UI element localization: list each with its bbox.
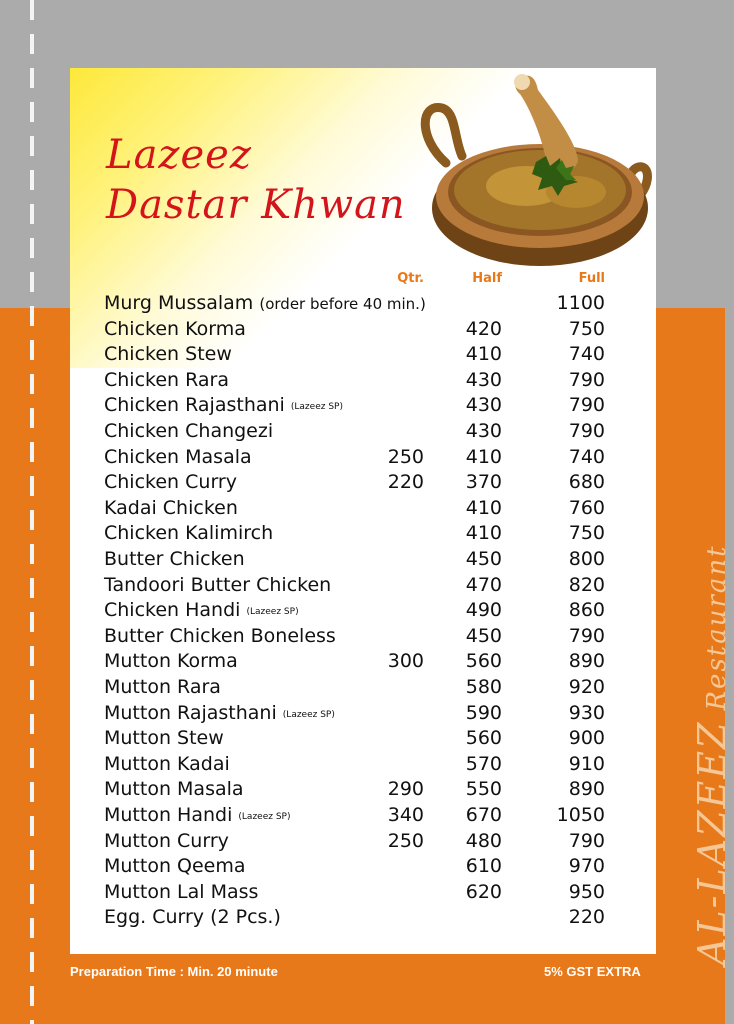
menu-item-name-wrap [104, 318, 246, 340]
price-qtr: 250 [387, 829, 424, 852]
menu-item-name: Mutton Qeema [104, 855, 246, 878]
menu-item-name: Mutton Korma [104, 650, 238, 673]
menu-item-name-wrap [104, 625, 336, 647]
price-full: 860 [568, 599, 605, 622]
menu-item-name-wrap [104, 369, 229, 391]
price-full: 750 [568, 522, 605, 545]
menu-item-name-wrap [104, 778, 244, 800]
menu-item-row [70, 804, 656, 830]
price-half: 580 [465, 676, 502, 698]
price-full: 790 [568, 394, 605, 417]
menu-item-row [70, 522, 656, 548]
price-half: 430 [465, 420, 502, 442]
price-half: 490 [465, 599, 502, 622]
menu-item-name-wrap [104, 446, 252, 468]
price-full: 1100 [556, 292, 605, 314]
menu-item-row [70, 574, 656, 600]
menu-item-name: Chicken Korma [104, 317, 246, 340]
price-full: 910 [568, 752, 605, 775]
price-full: 900 [568, 727, 605, 750]
menu-item-name: Butter Chicken [104, 548, 245, 570]
price-half: 410 [465, 522, 502, 545]
price-qtr: 250 [387, 445, 424, 468]
price-full: 890 [568, 778, 605, 801]
price-half: 420 [465, 317, 502, 340]
menu-item-name: Murg Mussalam [104, 292, 254, 314]
price-full: 800 [568, 548, 605, 570]
menu-item-row [70, 548, 656, 574]
menu-item-row [70, 676, 656, 702]
price-half: 620 [465, 880, 502, 903]
price-half: 610 [465, 855, 502, 878]
price-half: 670 [465, 804, 502, 826]
price-full: 790 [568, 829, 605, 852]
menu-item-tag: (Lazeez SP) [290, 402, 343, 413]
menu-item-row [70, 650, 656, 676]
price-half: 560 [465, 727, 502, 750]
price-qtr: 220 [387, 471, 424, 494]
menu-item-name: Tandoori Butter Chicken [104, 573, 332, 596]
menu-item-tag: (Lazeez SP) [246, 607, 299, 618]
menu-item-name: Mutton Stew [104, 727, 224, 750]
price-half: 480 [465, 829, 502, 852]
menu-item-row [70, 830, 656, 856]
menu-item-row [70, 497, 656, 523]
menu-item-row [70, 753, 656, 779]
price-half: 410 [465, 496, 502, 519]
curry-dish-image [416, 68, 656, 278]
column-half: Half [472, 271, 502, 286]
price-full: 740 [568, 445, 605, 468]
price-half: 450 [465, 548, 502, 570]
price-full: 750 [568, 317, 605, 340]
menu-item-name-wrap [104, 548, 245, 570]
menu-item-name-wrap [104, 855, 246, 877]
preparation-time: Preparation Time : Min. 20 minute [70, 964, 278, 979]
price-full: 220 [568, 906, 605, 929]
menu-item-row [70, 420, 656, 446]
column-qtr: Qtr. [397, 271, 424, 286]
menu-item-row [70, 369, 656, 395]
price-half: 470 [465, 573, 502, 596]
menu-item-row [70, 446, 656, 472]
menu-item-name: Butter Chicken Boneless [104, 624, 336, 647]
menu-item-name: Chicken Masala [104, 445, 252, 468]
menu-item-name-wrap [104, 753, 230, 775]
menu-item-row [70, 727, 656, 753]
menu-title-line2: Dastar Khwan [106, 182, 406, 228]
price-full: 930 [568, 701, 605, 724]
menu-item-name: Mutton Kadai [104, 752, 230, 775]
menu-item-name-wrap [104, 702, 335, 724]
price-full: 890 [568, 650, 605, 673]
menu-item-row [70, 625, 656, 651]
menu-item-name: Mutton Rajasthani [104, 701, 277, 724]
menu-item-name-wrap [104, 804, 290, 826]
menu-item-row [70, 702, 656, 728]
price-full: 970 [568, 855, 605, 878]
price-full: 790 [568, 368, 605, 391]
side-brand [690, 544, 734, 965]
menu-card [70, 68, 656, 954]
menu-item-name-wrap [104, 420, 273, 442]
price-qtr: 340 [387, 804, 424, 826]
price-half: 560 [465, 650, 502, 673]
menu-item-row [70, 343, 656, 369]
menu-item-note: (order before 40 min.) [259, 295, 426, 313]
menu-item-tag: (Lazeez SP) [282, 709, 335, 720]
brand-suffix: Restaurant [702, 544, 732, 711]
price-half: 410 [465, 445, 502, 468]
menu-item-name: Chicken Kalimirch [104, 522, 274, 545]
menu-item-row [70, 318, 656, 344]
menu-item-name-wrap [104, 881, 258, 903]
menu-item-name: Chicken Changezi [104, 420, 274, 442]
menu-item-row [70, 855, 656, 881]
menu-item-name-wrap [104, 497, 238, 519]
menu-item-name-wrap [104, 906, 281, 928]
menu-item-name: Mutton Curry [104, 829, 229, 852]
menu-item-name-wrap [104, 650, 238, 672]
price-half: 550 [465, 778, 502, 801]
brand-name: AL-LAZEEZ [690, 720, 734, 965]
price-full: 1050 [556, 804, 605, 826]
menu-item-name: Chicken Rajasthani [104, 394, 285, 417]
column-full: Full [578, 271, 605, 286]
price-half: 430 [465, 368, 502, 391]
menu-item-name: Kadai Chicken [104, 496, 238, 519]
menu-item-name: Chicken Curry [104, 471, 237, 494]
menu-item-name: Chicken Handi [104, 599, 241, 622]
menu-item-name-wrap [104, 343, 232, 365]
price-full: 740 [568, 343, 605, 366]
price-full: 680 [568, 471, 605, 494]
price-half: 450 [465, 624, 502, 647]
menu-item-tag: (Lazeez SP) [238, 812, 291, 822]
menu-item-row [70, 881, 656, 907]
menu-item-row [70, 599, 656, 625]
price-full: 820 [568, 573, 605, 596]
price-full: 950 [568, 880, 605, 903]
menu-item-row [70, 394, 656, 420]
menu-item-name-wrap [104, 574, 331, 596]
menu-item-name-wrap [104, 522, 273, 544]
price-qtr: 300 [387, 650, 424, 673]
menu-title-line1: Lazeez [106, 132, 252, 178]
menu-item-name-wrap [104, 830, 229, 852]
gst-note: 5% GST EXTRA [544, 964, 641, 979]
menu-item-row [70, 778, 656, 804]
menu-item-row [70, 292, 656, 318]
menu-item-name: Mutton Masala [104, 778, 244, 801]
price-full: 790 [568, 420, 605, 442]
menu-item-name-wrap [104, 471, 237, 493]
dashed-border [30, 0, 34, 1024]
menu-item-name: Mutton Lal Mass [104, 880, 259, 903]
menu-item-name: Egg. Curry (2 Pcs.) [104, 906, 281, 929]
menu-item-row [70, 471, 656, 497]
menu-item-name: Mutton Rara [104, 676, 221, 698]
menu-item-name-wrap [104, 676, 221, 698]
menu-item-name-wrap [104, 727, 224, 749]
menu-item-name: Chicken Stew [104, 343, 232, 366]
price-half: 430 [465, 394, 502, 417]
menu-item-name-wrap [104, 394, 343, 416]
price-half: 410 [465, 343, 502, 366]
menu-item-name-wrap [104, 292, 426, 314]
price-full: 760 [568, 496, 605, 519]
menu-title [106, 130, 406, 230]
price-qtr: 290 [387, 778, 424, 801]
price-full: 920 [568, 676, 605, 698]
menu-item-name-wrap [104, 599, 299, 621]
price-full: 790 [568, 624, 605, 647]
price-half: 570 [465, 752, 502, 775]
menu-item-name: Mutton Handi [104, 804, 233, 826]
menu-item-row [70, 906, 656, 932]
price-half: 370 [465, 471, 502, 494]
price-half: 590 [465, 701, 502, 724]
menu-item-name: Chicken Rara [104, 368, 230, 391]
